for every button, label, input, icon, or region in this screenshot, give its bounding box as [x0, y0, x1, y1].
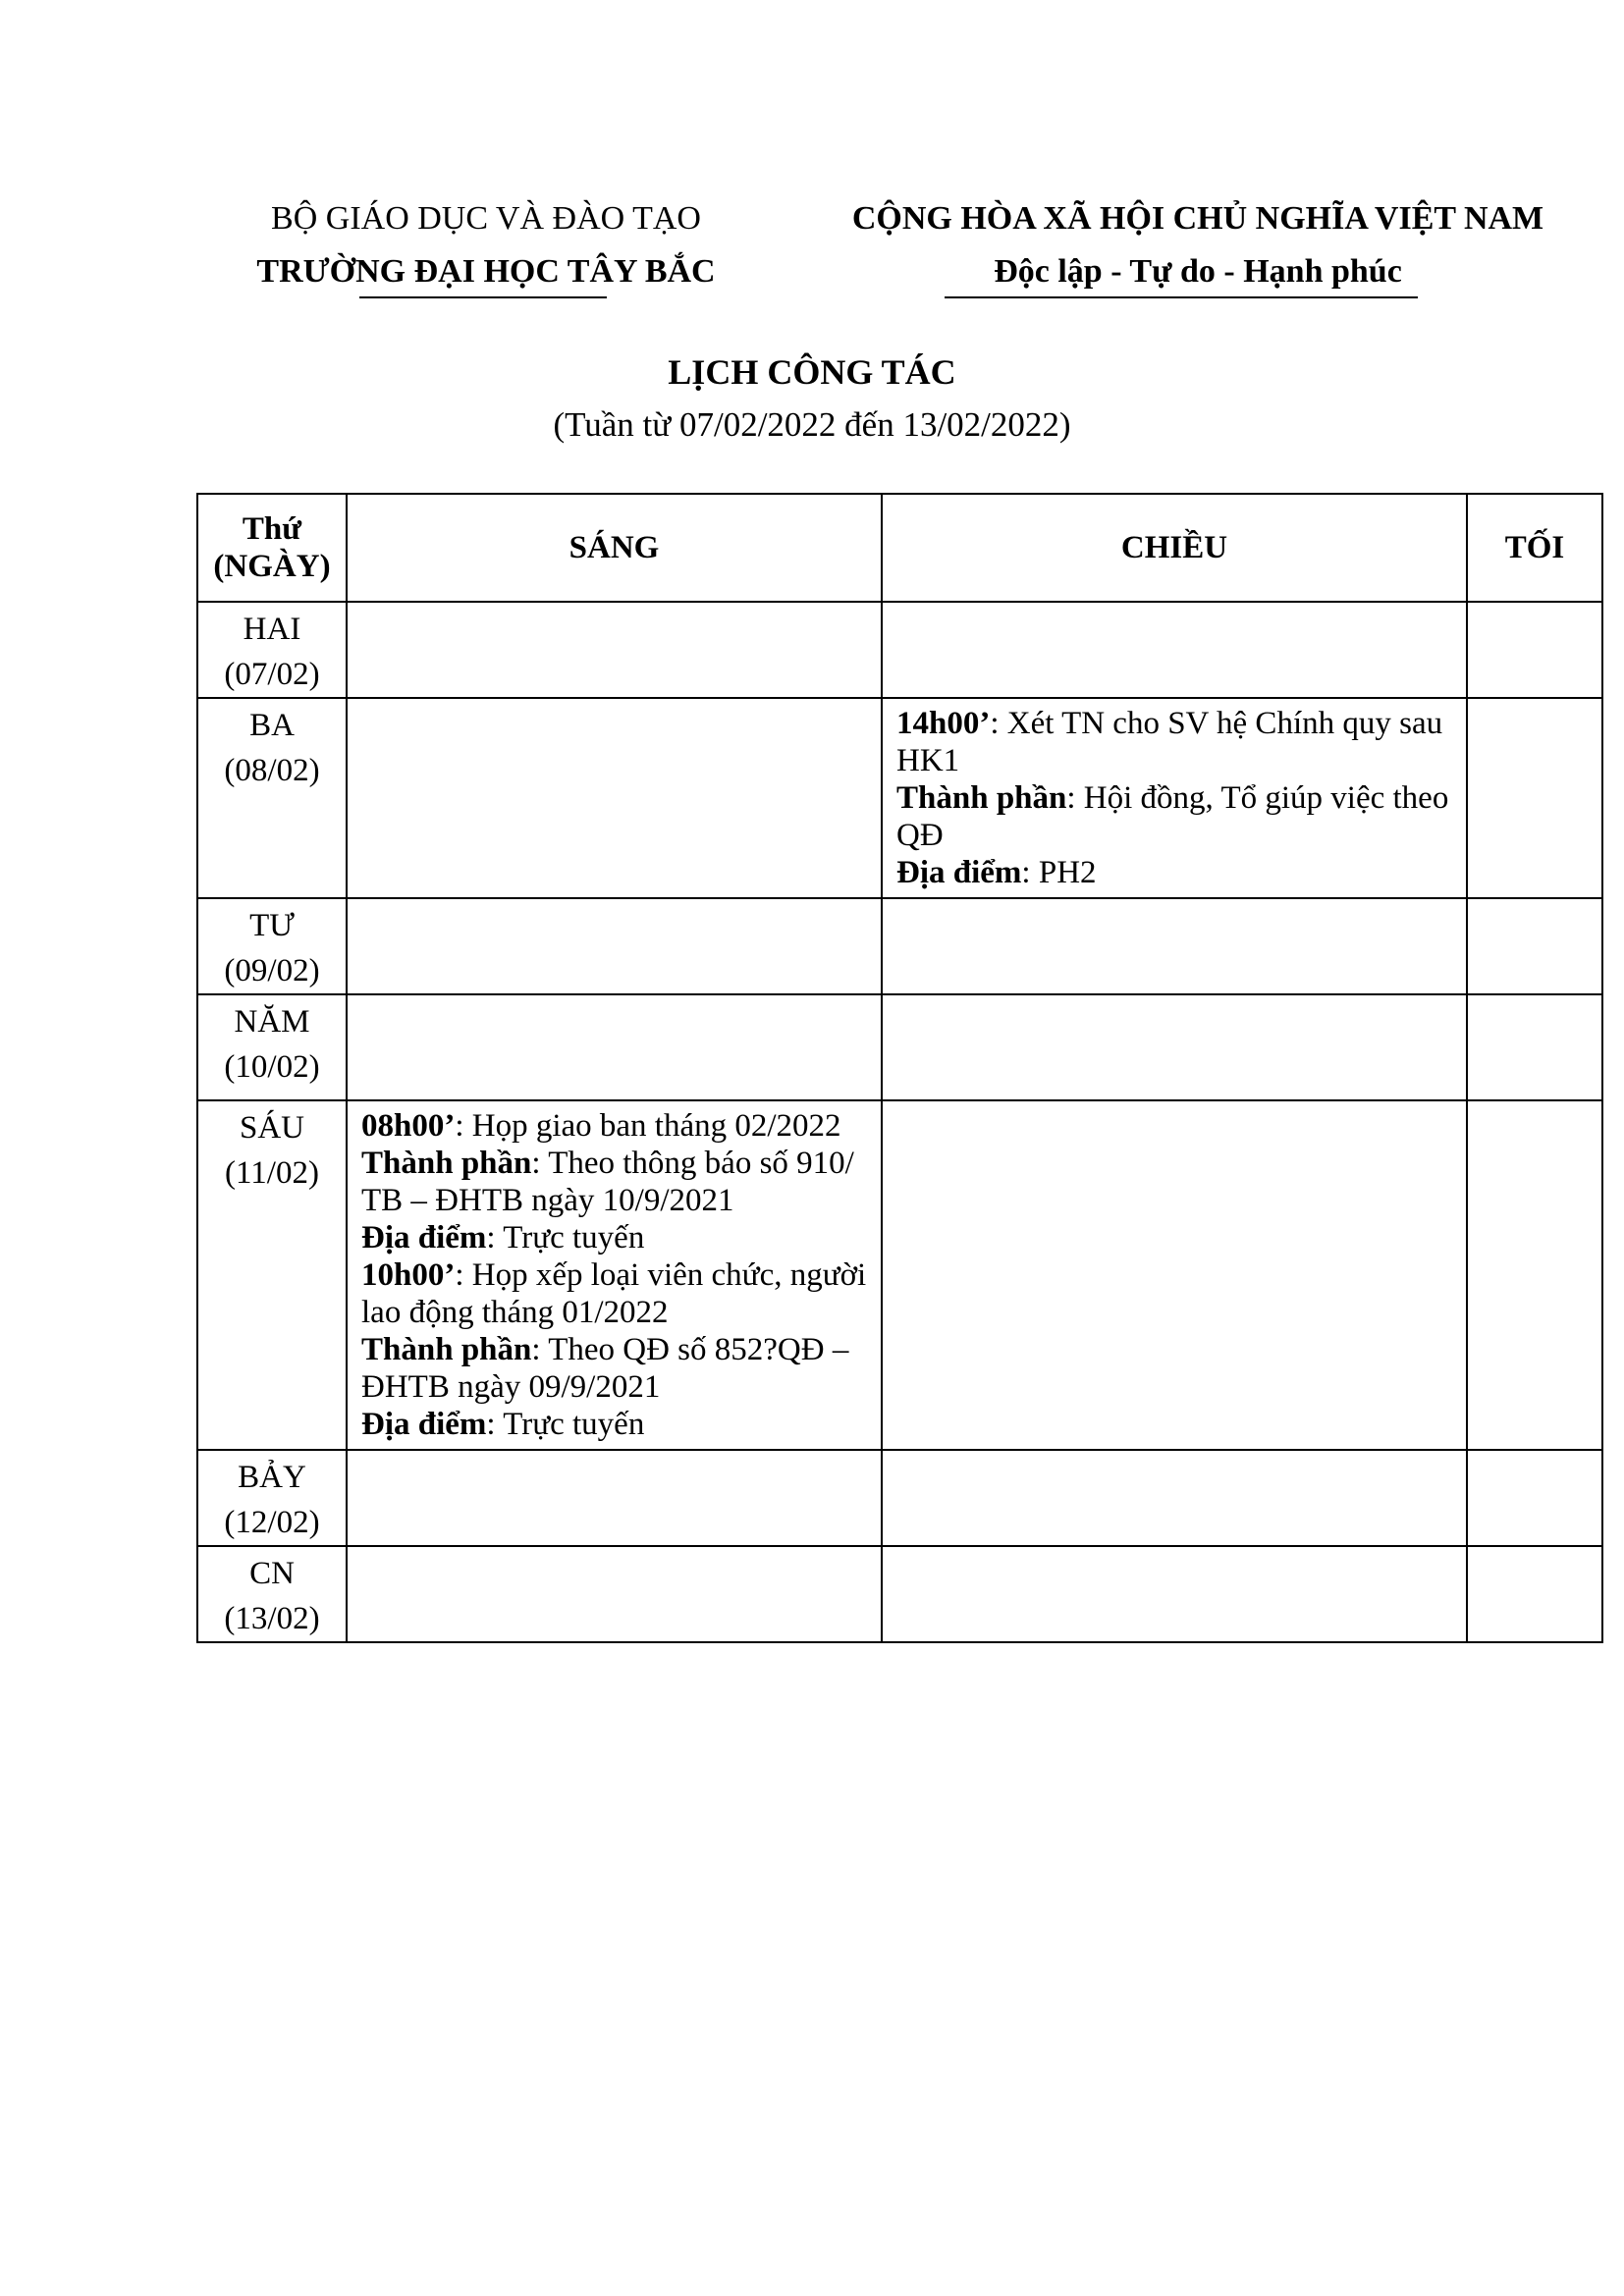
- table-row: [197, 698, 1602, 898]
- afternoon-cell: [882, 994, 1467, 1100]
- day-name: TƯ: [249, 908, 295, 943]
- table-row: [197, 602, 1602, 698]
- entry-members-line: [361, 1331, 867, 1406]
- schedule-table: [196, 493, 1603, 1643]
- entry-place-label: Địa điểm: [361, 1407, 487, 1442]
- table-row: [197, 898, 1602, 994]
- evening-cell: [1467, 898, 1602, 994]
- table-row: [197, 1100, 1602, 1450]
- university-underline: [359, 296, 607, 298]
- entry-members-line: [361, 1145, 867, 1219]
- entry-members-label: Thành phần: [361, 1146, 532, 1181]
- day-name: BA: [249, 708, 295, 743]
- morning-cell: [347, 1450, 882, 1546]
- afternoon-cell: [882, 602, 1467, 698]
- evening-cell: [1467, 602, 1602, 698]
- header-morning: SÁNG: [347, 494, 882, 602]
- day-name: SÁU: [239, 1110, 305, 1146]
- day-date: (07/02): [224, 657, 320, 692]
- day-date: (08/02): [224, 753, 320, 788]
- table-row: [197, 1546, 1602, 1642]
- evening-cell: [1467, 698, 1602, 898]
- afternoon-cell: [882, 1546, 1467, 1642]
- entry-time: 08h00’: [361, 1108, 456, 1144]
- document-subtitle: (Tuần từ 07/02/2022 đến 13/02/2022): [553, 405, 1071, 444]
- day-cell: [197, 602, 347, 698]
- evening-cell: [1467, 1100, 1602, 1450]
- motto-underline: [945, 296, 1418, 298]
- table-row: [197, 1450, 1602, 1546]
- entry-members-label: Thành phần: [361, 1332, 532, 1367]
- ministry-name: BỘ GIÁO DỤC VÀ ĐÀO TẠO: [271, 200, 701, 237]
- day-name: NĂM: [234, 1004, 310, 1040]
- day-date: (13/02): [224, 1601, 320, 1636]
- entry-members: : Theo QĐ số 852?QĐ – ĐHTB ngày 09/9/2021: [361, 1332, 849, 1405]
- morning-cell: [347, 1100, 882, 1450]
- entry-place-line: [361, 1406, 867, 1443]
- entry-members: : Hội đồng, Tổ giúp việc theo QĐ: [896, 780, 1449, 853]
- entry-place: : PH2: [1021, 855, 1097, 890]
- entry-time-line: [361, 1256, 867, 1331]
- evening-cell: [1467, 994, 1602, 1100]
- document-title: LỊCH CÔNG TÁC: [668, 352, 956, 392]
- day-date: (12/02): [224, 1505, 320, 1540]
- afternoon-cell: [882, 1450, 1467, 1546]
- header-day-line1: Thứ: [242, 511, 302, 547]
- entry-place-line: [361, 1219, 867, 1256]
- national-motto: Độc lập - Tự do - Hạnh phúc: [994, 253, 1402, 290]
- header-afternoon: CHIỀU: [882, 494, 1467, 602]
- evening-cell: [1467, 1450, 1602, 1546]
- day-cell: [197, 898, 347, 994]
- day-date: (10/02): [224, 1049, 320, 1085]
- header-right: [805, 192, 1591, 298]
- day-date: (09/02): [224, 953, 320, 988]
- entry-place-label: Địa điểm: [361, 1220, 487, 1255]
- evening-cell: [1467, 1546, 1602, 1642]
- header-left: [196, 192, 776, 298]
- day-name: BẢY: [238, 1460, 306, 1495]
- entry-members-label: Thành phần: [896, 780, 1067, 816]
- entry-place-label: Địa điểm: [896, 855, 1022, 890]
- table-row: [197, 994, 1602, 1100]
- university-name: TRƯỜNG ĐẠI HỌC TÂY BẮC: [256, 253, 716, 290]
- header-evening: TỐI: [1467, 494, 1602, 602]
- title-block: [0, 346, 1624, 452]
- morning-cell: [347, 698, 882, 898]
- afternoon-cell: [882, 898, 1467, 994]
- entry-place-line: [896, 854, 1452, 891]
- day-cell: [197, 994, 347, 1100]
- entry-place: : Trực tuyến: [486, 1220, 645, 1255]
- entry-members-line: [896, 779, 1452, 854]
- table-header-row: [197, 494, 1602, 602]
- day-cell: [197, 1546, 347, 1642]
- header-day: [197, 494, 347, 602]
- entry-description: : Xét TN cho SV hệ Chính quy sau HK1: [896, 706, 1443, 778]
- day-name: CN: [249, 1556, 295, 1591]
- morning-cell: [347, 898, 882, 994]
- entry-place: : Trực tuyến: [486, 1407, 645, 1442]
- entry-time-line: [361, 1107, 867, 1145]
- day-cell: [197, 1100, 347, 1450]
- day-name: HAI: [243, 612, 301, 647]
- day-cell: [197, 1450, 347, 1546]
- header-day-line2: (NGÀY): [213, 549, 331, 584]
- afternoon-cell: [882, 698, 1467, 898]
- country-name: CỘNG HÒA XÃ HỘI CHỦ NGHĨA VIỆT NAM: [851, 200, 1544, 237]
- morning-cell: [347, 994, 882, 1100]
- entry-time: 14h00’: [896, 706, 991, 741]
- entry-description: : Họp xếp loại viên chức, người lao động tháng 01/2022: [361, 1257, 867, 1330]
- entry-time-line: [896, 705, 1452, 779]
- morning-cell: [347, 1546, 882, 1642]
- entry-members: : Theo thông báo số 910/ TB – ĐHTB ngày 10/9/2021: [361, 1146, 854, 1218]
- day-date: (11/02): [225, 1155, 319, 1191]
- afternoon-cell: [882, 1100, 1467, 1450]
- entry-description: : Họp giao ban tháng 02/2022: [455, 1108, 841, 1144]
- day-cell: [197, 698, 347, 898]
- entry-time: 10h00’: [361, 1257, 456, 1293]
- morning-cell: [347, 602, 882, 698]
